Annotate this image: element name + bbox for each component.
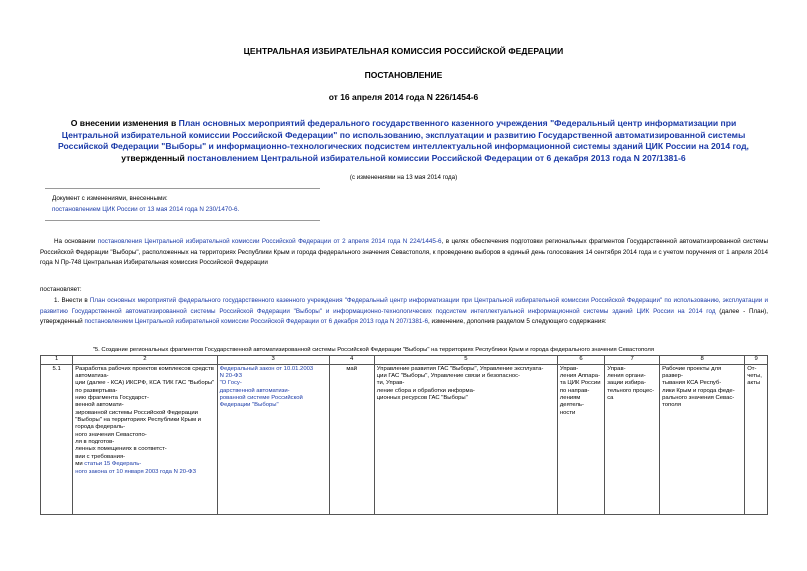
- federal-law-link[interactable]: Федеральный закон от 10.01.2003 N 20-ФЗ "О Госу- дарственной автоматизи- рованной системе Российской Федерации "Выборы": [219, 365, 314, 409]
- plan-table: [40, 346, 768, 515]
- law-article-link[interactable]: статьи 15 Федераль- ного закона от 10 января 2003 года N 20-ФЗ: [75, 461, 197, 475]
- document-heading: [45, 118, 762, 164]
- col-number: 5: [374, 356, 557, 364]
- doc-changes-label: Документ с изменениями, внесенными:: [52, 195, 168, 202]
- para2-rest: , изменение, дополнив разделом 5 следующего содержания:: [427, 318, 607, 325]
- col-number: 6: [557, 356, 604, 364]
- col-number: 7: [605, 356, 660, 364]
- doc-changes-link[interactable]: постановлением ЦИК России от 13 мая 2014 года N 230/1470-6.: [52, 206, 240, 213]
- para2-prefix: 1. Внести в: [54, 297, 90, 304]
- plan-link[interactable]: План основных мероприятий федерального государственного казенного учреждения "Федеральный центр информатизации при Центральной избирательной комиссии Российской Федерации" по использованию, эксплуатации и развитию Государственной автоматизированной системы Российской Федерации "Выборы" и информационно-технологических подсистем интеллектуальной информационной системы зданий ЦИК России на 2014 год,: [58, 118, 749, 152]
- col-number: 4: [329, 356, 374, 364]
- para1-rest: , в целях обеспечения подготовки региональных фрагментов Государственной автоматизированной системы Российской Федерации "Выборы", расположенных на территориях Республики Крым и города федерального значения Севастополя, к проведению выборов в единый день голосования 14 сентября 2014 года и с учетом поручения от 1 апреля 2014 года N Пр-748 Центральная Избирательная комиссия Российской Федерации: [40, 238, 768, 266]
- approving-resolution-link[interactable]: постановлением Центральной избирательной комиссии Российской Федерации от 6 декабря 2013 года N 207/1381-6: [84, 318, 428, 325]
- paragraph-basis: [40, 237, 768, 269]
- row-co-executors: Управ- ления Аппара- та ЦИК России по направ- лениям деятель- ности: [557, 364, 604, 514]
- row-number: 5.1: [41, 364, 73, 514]
- doc-date: от 16 апреля 2014 года N 226/1454-6: [328, 92, 479, 102]
- basis-resolution-link[interactable]: постановления Центральной избирательной комиссии Российской Федерации от 2 апреля 2014 года N 224/1445-6: [97, 238, 442, 245]
- amended-plan-link[interactable]: План основных мероприятий федерального государственного казенного учреждения "Федеральный центр информатизации при Центральной избирательной комиссии Российской Федерации" по использованию, эксплуатации и развитию Государственной автоматизированной системы Российской Федерации "Выборы" и информационно-технологических подсистем интеллектуальной информационной системы зданий ЦИК России на 2014 год: [40, 297, 768, 315]
- col-number: 1: [41, 356, 73, 364]
- row-result: Рабочие проекты для развер- тывания КСА Респуб- лики Крым и города феде- рального значения Севас- тополя: [660, 364, 745, 514]
- postanovlyaet-text: постановляет:: [40, 286, 82, 293]
- column-number-row: [41, 356, 768, 364]
- divider-top: [45, 188, 320, 189]
- section-spacer-cell: [41, 346, 73, 356]
- paragraph-amendment: [40, 296, 768, 328]
- doc-type: ПОСТАНОВЛЕНИЕ: [364, 70, 443, 80]
- row-responsible: Управление развития ГАС "Выборы", Управление эксплуата- ции ГАС "Выборы", Управление связи и безопаснос- ти, Управ- ление сбора и обработки информа- ционных ресурсов ГАС "Выборы": [374, 364, 557, 514]
- row-legal-basis: [217, 364, 329, 514]
- col-number: 3: [217, 356, 329, 364]
- row-participants: Управ- ления органи- зации избира- тельного процес- са: [605, 364, 660, 514]
- heading-text-1: О внесении изменения в: [70, 118, 179, 128]
- task-text: Разработка рабочих проектов комплексов средств автоматиза- ции (далее - КСА) ИКСРФ, КСА ТИК ГАС "Выборы" по развертыва- нию фрагмента Государст- венной автомати- зированной системы Российской Федерации "Выборы" на территориях Республики Крым и города федераль- ного значения Севастопо- ля в подготов- ленных помещениях в соответст- вии с требования- ми: [75, 365, 215, 468]
- divider-bottom: [45, 220, 320, 221]
- section-title: "5. Создание региональных фрагментов Государственной автоматизированной системы Российской Федерации "Выборы" на территориях Республики Крым и города федерального значения Севастополя: [92, 347, 655, 353]
- table-section-row: [41, 346, 768, 356]
- row-deadline: май: [329, 364, 374, 514]
- col-number: 2: [73, 356, 217, 364]
- resolution-link[interactable]: постановлением Центральной избирательной комиссии Российской Федерации от 6 декабря 2013 года N 207/1381-6: [187, 152, 686, 163]
- org-name: ЦЕНТРАЛЬНАЯ ИЗБИРАТЕЛЬНАЯ КОМИССИЯ РОССИЙСКОЙ ФЕДЕРАЦИИ: [243, 46, 564, 56]
- para2-mid: (далее - План), утвержденный: [40, 307, 768, 325]
- heading-text-2: утвержденный: [121, 152, 188, 163]
- col-number: 8: [660, 356, 745, 364]
- para1-prefix: На основании: [54, 238, 98, 245]
- col-number: 9: [745, 356, 768, 364]
- row-task: [73, 364, 217, 514]
- table-row: [41, 364, 768, 514]
- row-report-form: От- четы, акты: [745, 364, 768, 514]
- changes-note: (с изменениями на 13 мая 2014 года): [349, 174, 458, 181]
- doc-changes-box: [52, 193, 239, 215]
